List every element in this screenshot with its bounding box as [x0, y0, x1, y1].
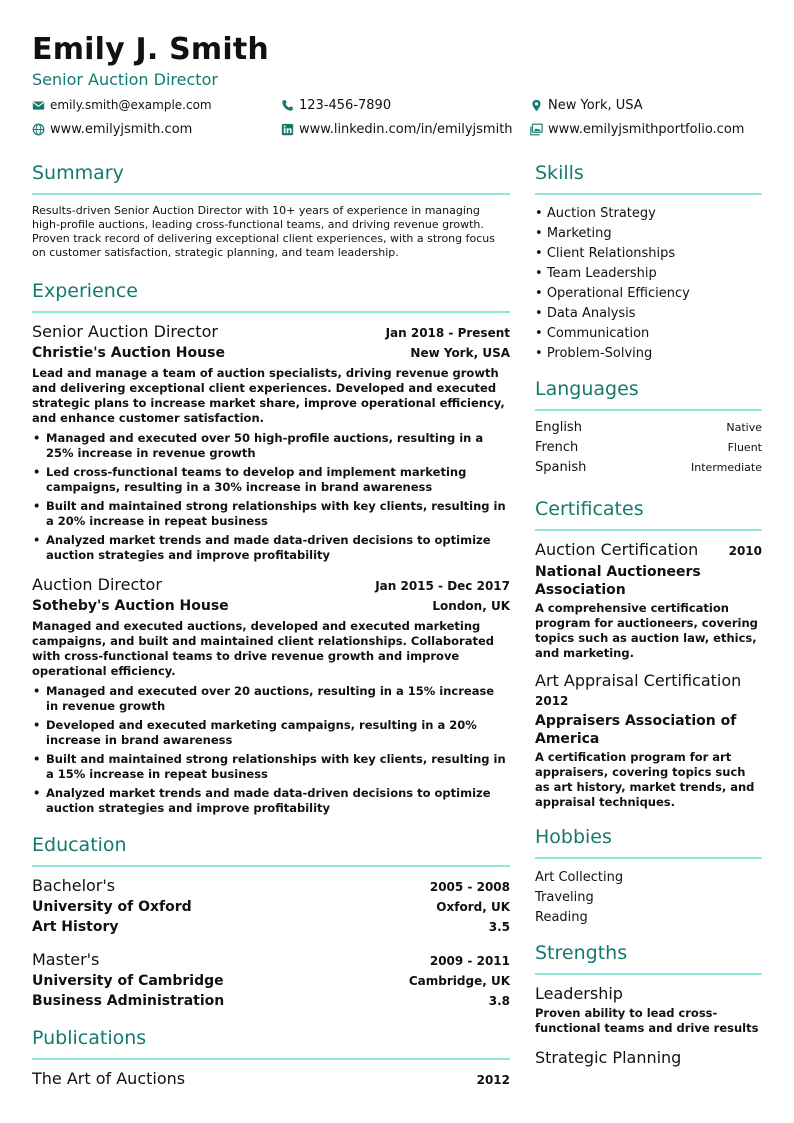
- candidate-title: Senior Auction Director: [32, 70, 218, 89]
- summary-text: Results-driven Senior Auction Director with 10+ years of experience in managing high-profile auctions, leading cross-functional teams, and driving revenue growth. Proven track record of delivering exceptional client experiences, with a strong focus on customer satisfaction, strategic planning, and team leadership.: [32, 204, 495, 259]
- certificate-org: Appraisers Association of America: [535, 713, 737, 747]
- language-name: French: [535, 440, 579, 455]
- job-bullet: • Managed and executed over 20 auctions, resulting in a 15% increase in revenue growth: [32, 684, 510, 714]
- job-bullet: • Led cross-functional teams to develop and implement marketing campaigns, resulting in a 30% increase in brand awareness: [32, 465, 510, 495]
- edu-degree: Bachelor's: [32, 876, 116, 895]
- edu-location: Oxford, UK: [436, 900, 510, 914]
- job-bullet: • Managed and executed over 50 high-profile auctions, resulting in a 25% increase in revenue growth: [32, 431, 510, 461]
- strength-title: Strategic Planning: [535, 1048, 682, 1067]
- location-text: New York, USA: [548, 98, 643, 113]
- portfolio-text: www.emilyjsmithportfolio.com: [548, 122, 745, 137]
- education-heading: Education: [32, 834, 510, 867]
- strength-entry: [535, 1048, 762, 1067]
- website-text: www.emilyjsmith.com: [50, 122, 193, 137]
- contact-website[interactable]: [32, 122, 192, 137]
- job-date: Jan 2018 - Present: [385, 326, 510, 340]
- job-location: London, UK: [432, 599, 510, 613]
- certificate-year: 2010: [728, 544, 762, 558]
- portfolio-icon: [530, 123, 543, 136]
- skills-heading: Skills: [535, 162, 762, 195]
- skill-item: • Data Analysis: [535, 306, 636, 321]
- edu-school: University of Cambridge: [32, 973, 224, 989]
- publication-entry: [32, 1069, 510, 1088]
- edu-field: Art History: [32, 919, 119, 935]
- edu-dates: 2009 - 2011: [429, 954, 510, 968]
- publications-heading: Publications: [32, 1027, 510, 1060]
- candidate-name: Emily J. Smith: [32, 32, 269, 67]
- summary-heading: Summary: [32, 162, 510, 195]
- map-pin-icon: [530, 99, 543, 112]
- job-entry: [32, 322, 510, 563]
- language-item: [535, 420, 762, 440]
- language-name: Spanish: [535, 460, 587, 475]
- edu-degree: Master's: [32, 950, 100, 969]
- skill-item: • Operational Efficiency: [535, 286, 690, 301]
- left-column: [32, 162, 510, 1088]
- edu-school: University of Oxford: [32, 899, 192, 915]
- job-bullet: • Built and maintained strong relationships with key clients, resulting in a 20% increase in repeat business: [32, 499, 510, 529]
- skill-item: • Client Relationships: [535, 246, 676, 261]
- experience-heading: Experience: [32, 280, 510, 313]
- email-icon: [32, 99, 45, 112]
- contact-linkedin[interactable]: [281, 122, 513, 137]
- publication-title: The Art of Auctions: [32, 1069, 186, 1088]
- education-entry: [32, 950, 510, 1009]
- job-location: New York, USA: [410, 346, 510, 360]
- job-bullet: • Analyzed market trends and made data-driven decisions to optimize auction strategies and improve profitability: [32, 533, 510, 563]
- skill-item: • Auction Strategy: [535, 206, 656, 221]
- job-bullet: • Developed and executed marketing campaigns, resulting in a 20% increase in brand awareness: [32, 718, 510, 748]
- job-description: Lead and manage a team of auction specialists, driving revenue growth and delivering exceptional client experiences. Developed and executed strategic plans to increase market share, improve operational efficiency, and enhance customer satisfaction.: [32, 366, 505, 425]
- certificate-entry: [535, 671, 762, 810]
- contact-phone[interactable]: [281, 98, 391, 113]
- edu-field: Business Administration: [32, 993, 225, 1009]
- contact-location: [530, 98, 643, 113]
- education-entry: [32, 876, 510, 935]
- job-description: Managed and executed auctions, developed and executed marketing campaigns, and built and maintained client relationships. Collaborated with cross-functional teams to drive revenue growth and improve operational efficiency.: [32, 619, 494, 678]
- hobby-item: Traveling: [535, 890, 594, 905]
- linkedin-icon: [281, 123, 294, 136]
- skill-item: • Team Leadership: [535, 266, 657, 281]
- phone-icon: [281, 99, 294, 112]
- certificate-title: Art Appraisal Certification: [535, 671, 742, 690]
- hobbies-heading: Hobbies: [535, 826, 762, 859]
- hobby-item: Reading: [535, 910, 588, 925]
- linkedin-text: www.linkedin.com/in/emilyjsmith: [299, 122, 513, 137]
- right-column: [535, 162, 762, 1067]
- certificate-year: 2012: [535, 694, 569, 708]
- job-date: Jan 2015 - Dec 2017: [375, 579, 510, 593]
- strength-entry: [535, 984, 762, 1036]
- language-level: Intermediate: [691, 461, 762, 474]
- language-item: [535, 460, 762, 480]
- strength-title: Leadership: [535, 984, 623, 1003]
- language-level: Fluent: [727, 441, 762, 454]
- job-title: Senior Auction Director: [32, 322, 218, 341]
- email-text: emily.smith@example.com: [50, 98, 212, 112]
- contact-email[interactable]: [32, 98, 212, 112]
- edu-dates: 2005 - 2008: [429, 880, 510, 894]
- language-item: [535, 440, 762, 460]
- job-bullet: • Analyzed market trends and made data-driven decisions to optimize auction strategies and improve profitability: [32, 786, 510, 816]
- skill-item: • Communication: [535, 326, 650, 341]
- contact-portfolio[interactable]: [530, 122, 744, 137]
- strengths-heading: Strengths: [535, 942, 762, 975]
- skill-item: • Marketing: [535, 226, 612, 241]
- edu-location: Cambridge, UK: [408, 974, 510, 988]
- globe-icon: [32, 123, 45, 136]
- language-name: English: [535, 420, 582, 435]
- skills-list: [535, 204, 762, 364]
- hobby-item: Art Collecting: [535, 870, 624, 885]
- certificates-heading: Certificates: [535, 498, 762, 531]
- certificate-description: A certification program for art appraisers, covering topics such as art history, market trends, and appraisal techniques.: [535, 750, 755, 809]
- certificate-org: National Auctioneers Association: [535, 564, 701, 598]
- edu-gpa: 3.5: [488, 920, 510, 934]
- skill-item: • Problem-Solving: [535, 346, 653, 361]
- language-level: Native: [726, 421, 762, 434]
- job-title: Auction Director: [32, 575, 162, 594]
- job-bullets: [32, 684, 510, 816]
- certificate-entry: [535, 540, 762, 661]
- phone-text: 123-456-7890: [299, 98, 392, 113]
- publication-year: 2012: [476, 1073, 510, 1087]
- job-company: Christie's Auction House: [32, 345, 225, 361]
- languages-heading: Languages: [535, 378, 762, 411]
- job-entry: [32, 575, 510, 816]
- job-bullet: • Built and maintained strong relationships with key clients, resulting in a 15% increase in repeat business: [32, 752, 510, 782]
- job-company: Sotheby's Auction House: [32, 598, 229, 614]
- edu-gpa: 3.8: [488, 994, 510, 1008]
- strength-description: Proven ability to lead cross-functional teams and drive results: [535, 1006, 759, 1035]
- certificate-title: Auction Certification: [535, 540, 699, 559]
- job-bullets: [32, 431, 510, 563]
- certificate-description: A comprehensive certification program for auctioneers, covering topics such as auction law, ethics, and marketing.: [535, 601, 758, 660]
